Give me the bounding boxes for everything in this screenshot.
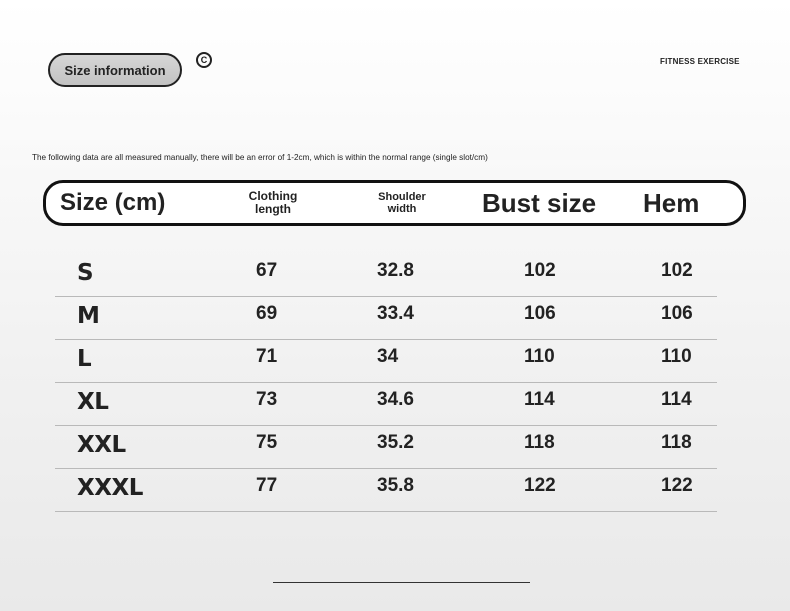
size-information-label: Size information — [64, 62, 166, 78]
size-information-badge — [48, 53, 182, 87]
bust-size-cell: 118 — [524, 432, 555, 453]
clothing-length-cell: 73 — [256, 389, 278, 410]
clothing-length-cell: 69 — [256, 303, 278, 324]
size-cell: XXXL — [77, 475, 143, 501]
header-clothing-length: Clothing length — [248, 189, 298, 216]
hem-cell: 110 — [661, 346, 692, 367]
table-row — [55, 254, 717, 297]
size-cell: XL — [77, 389, 109, 415]
size-cell: S — [77, 260, 94, 286]
header-shoulder-width: Shoulder width — [378, 191, 426, 215]
shoulder-width-cell: 34.6 — [377, 389, 414, 410]
bust-size-cell: 102 — [524, 260, 556, 281]
size-cell: M — [77, 303, 100, 329]
bottom-divider — [273, 582, 530, 583]
shoulder-width-cell: 34 — [377, 346, 399, 367]
clothing-length-cell: 67 — [256, 260, 278, 281]
brand-label: FITNESS EXERCISE — [660, 57, 740, 66]
shoulder-width-cell: 35.8 — [377, 475, 414, 496]
size-cell: XXL — [77, 432, 126, 458]
table-header — [43, 180, 746, 226]
bust-size-cell: 122 — [524, 475, 556, 496]
clothing-length-cell: 75 — [256, 432, 278, 453]
header-size: Size (cm) — [60, 189, 166, 216]
copyright-icon: C — [196, 52, 212, 68]
table-row — [55, 426, 717, 469]
header-hem: Hem — [643, 187, 700, 218]
shoulder-width-cell: 33.4 — [377, 303, 414, 324]
hem-cell: 114 — [661, 389, 692, 410]
clothing-length-cell: 77 — [256, 475, 278, 496]
table-row — [55, 383, 717, 426]
table-row — [55, 297, 717, 340]
measurement-note: The following data are all measured manually, there will be an error of 1-2cm, which is within the normal range (single slot/cm) — [32, 153, 488, 162]
table-row — [55, 340, 717, 383]
bust-size-cell: 114 — [524, 389, 555, 410]
shoulder-width-cell: 32.8 — [377, 260, 414, 281]
hem-cell: 102 — [661, 260, 693, 281]
bust-size-cell: 106 — [524, 303, 556, 324]
hem-cell: 118 — [661, 432, 692, 453]
table-row — [55, 469, 717, 512]
hem-cell: 122 — [661, 475, 693, 496]
shoulder-width-cell: 35.2 — [377, 432, 414, 453]
size-cell: L — [77, 346, 92, 372]
clothing-length-cell: 71 — [256, 346, 278, 367]
hem-cell: 106 — [661, 303, 693, 324]
bust-size-cell: 110 — [524, 346, 555, 367]
header-bust-size: Bust size — [482, 187, 597, 218]
